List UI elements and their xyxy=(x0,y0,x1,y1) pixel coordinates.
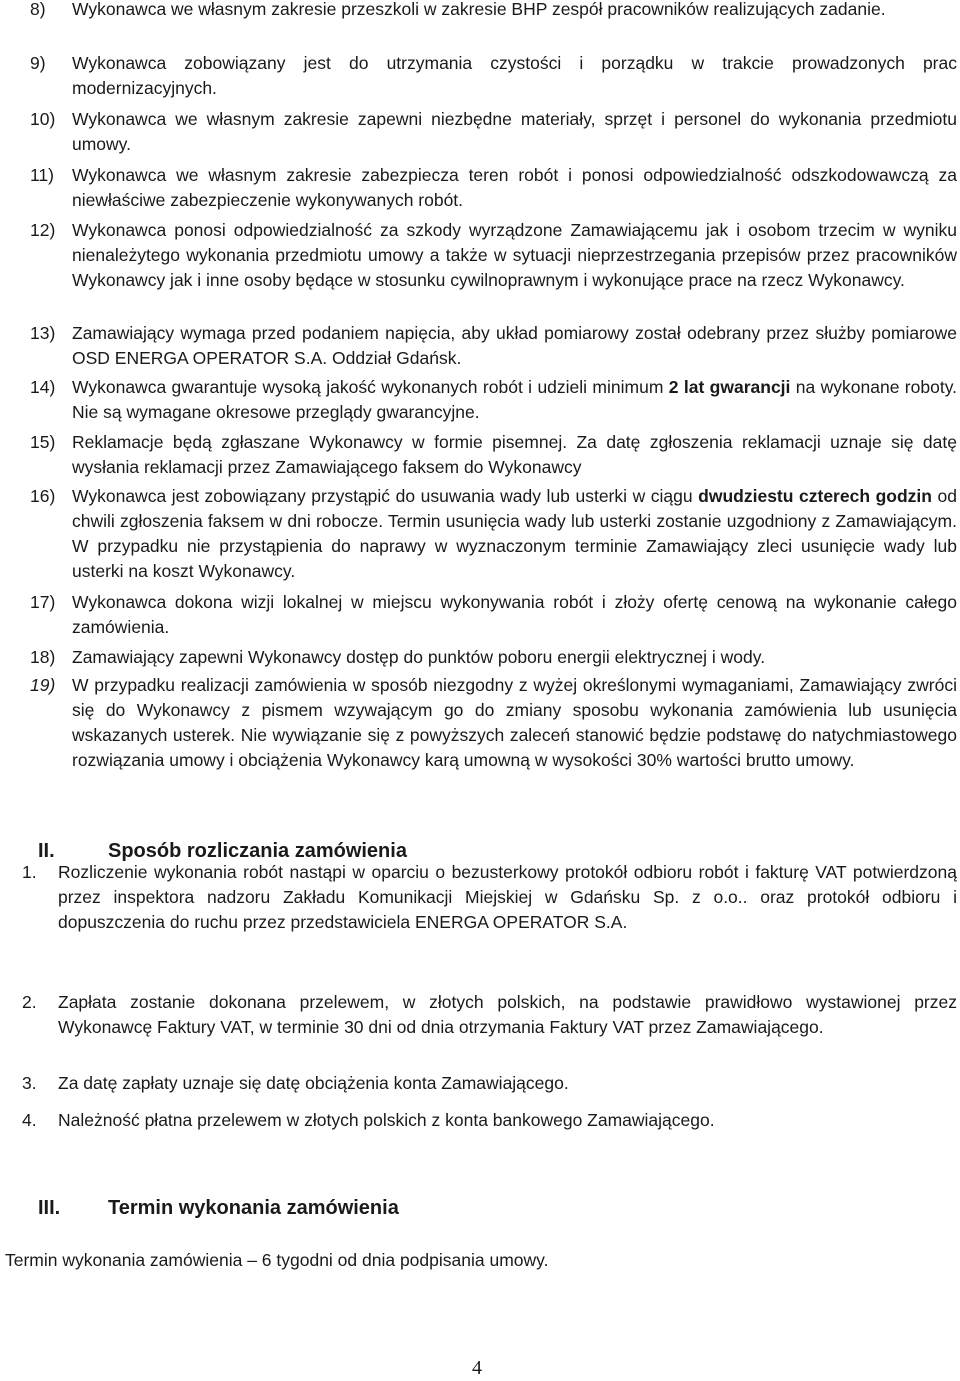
item-number: 16) xyxy=(30,486,56,506)
section-title: Termin wykonania zamówienia xyxy=(108,1197,399,1219)
item-text: Należność płatna przelewem w złotych polskich z konta bankowego Zamawiającego. xyxy=(58,1110,715,1130)
deadline-emphasis: dwudziestu czterech godzin xyxy=(698,486,932,506)
item-text: Za datę zapłaty uznaje się datę obciążenia konta Zamawiającego. xyxy=(58,1073,569,1093)
list-item xyxy=(30,590,957,640)
item-number: 13) xyxy=(30,323,56,343)
item-number: 15) xyxy=(30,432,56,452)
item-number: 4. xyxy=(22,1110,37,1130)
item-number: 1. xyxy=(22,862,37,882)
item-text: Wykonawca dokona wizji lokalnej w miejscu wykonywania robót i złoży ofertę cenową na wykonanie całego zamówienia. xyxy=(72,592,957,637)
list-item xyxy=(30,163,957,213)
list-item xyxy=(30,673,957,773)
item-number: 2. xyxy=(22,992,37,1012)
item-text: Rozliczenie wykonania robót nastąpi w oparciu o bezusterkowy protokół odbioru robót i fakturę VAT potwierdzoną przez inspektora nadzoru Zakładu Komunikacji Miejskiej w Gdańsku Sp. z o.o.. oraz protokół odbioru i dopuszczenia do ruchu przez przedstawiciela ENERGA OPERATOR S.A. xyxy=(58,862,957,932)
item-text-part: od chwili zgłoszenia faksem w dni robocze. Termin usunięcia wady lub usterki zostanie uzgodniony z Zamawiającym. W przypadku nie przystąpienia do naprawy w wyznaczonym terminie Zamawiający zleci usunięcie wady lub usterki na koszt Wykonawcy. xyxy=(72,486,957,581)
list-item xyxy=(30,645,957,670)
item-number: 18) xyxy=(30,647,56,667)
item-text-part: Wykonawca gwarantuje wysoką jakość wykonanych robót i udzieli minimum xyxy=(72,377,669,397)
list-item xyxy=(22,1071,957,1096)
item-text: Zamawiający wymaga przed podaniem napięcia, aby układ pomiarowy został odebrany przez służby pomiarowe OSD ENERGA OPERATOR S.A. Oddział Gdańsk. xyxy=(72,323,957,368)
item-text: Zamawiający zapewni Wykonawcy dostęp do punktów poboru energii elektrycznej i wody. xyxy=(72,647,766,667)
item-number: 17) xyxy=(30,592,56,612)
list-item xyxy=(30,321,957,371)
item-text: Reklamacje będą zgłaszane Wykonawcy w formie pisemnej. Za datę zgłoszenia reklamacji uznaje się datę wysłania reklamacji przez Zamawiającego faksem do Wykonawcy xyxy=(72,432,957,477)
item-number: 9) xyxy=(30,53,46,73)
list-item xyxy=(30,484,957,584)
paragraph: Termin wykonania zamówienia – 6 tygodni od dnia podpisania umowy. xyxy=(5,1250,549,1270)
item-text-part: Wykonawca jest zobowiązany przystąpić do usuwania wady lub usterki w ciągu xyxy=(72,486,699,506)
list-item xyxy=(22,1108,957,1133)
item-text: Zapłata zostanie dokonana przelewem, w złotych polskich, na podstawie prawidłowo wystawionej przez Wykonawcę Faktury VAT, w terminie 30 dni od dnia otrzymania Faktury VAT przez Zamawiającego. xyxy=(58,992,957,1037)
list-item xyxy=(30,430,957,480)
warranty-emphasis: 2 lat gwarancji xyxy=(668,377,791,397)
list-item xyxy=(30,107,957,157)
item-number: 10) xyxy=(30,109,56,129)
list-item xyxy=(30,0,957,22)
item-text: Wykonawca we własnym zakresie zabezpiecza teren robót i ponosi odpowiedzialność odszkodowawczą za niewłaściwe zabezpieczenie wykonywanych robót. xyxy=(72,165,957,210)
item-text: Wykonawca we własnym zakresie przeszkoli w zakresie BHP zespół pracowników realizujących zadanie. xyxy=(72,0,886,19)
item-text xyxy=(72,484,957,584)
item-number: 11) xyxy=(30,165,54,185)
section-number: III. xyxy=(38,1197,61,1219)
item-number: 3. xyxy=(22,1073,37,1093)
item-text: Wykonawca zobowiązany jest do utrzymania czystości i porządku w trakcie prowadzonych prac modernizacyjnych. xyxy=(72,53,957,98)
list-item xyxy=(22,860,957,935)
page-number: 4 xyxy=(472,1357,482,1379)
item-number: 8) xyxy=(30,0,46,19)
list-item xyxy=(30,218,957,293)
section-title: Sposób rozliczania zamówienia xyxy=(108,840,407,862)
section-number: II. xyxy=(38,840,55,862)
item-number: 14) xyxy=(30,377,56,397)
list-item xyxy=(30,375,957,425)
list-item xyxy=(30,51,957,101)
item-text-part: na wykonane roboty. Nie są wymagane okresowe przeglądy gwarancyjne. xyxy=(72,377,958,422)
section-heading xyxy=(38,1196,399,1221)
list-item xyxy=(22,990,957,1040)
item-number: 19) xyxy=(30,675,56,695)
item-text: W przypadku realizacji zamówienia w sposób niezgodny z wyżej określonymi wymaganiami, Zamawiający zwróci się do Wykonawcy z pismem wzywającym go do zmiany sposobu wykonania zamówienia lub usunięcia wskazanych usterek. Nie wywiązanie się z powyższych zaleceń stanowić będzie podstawę do natychmiastowego rozwiązania umowy i obciążenia Wykonawcy karą umowną w wysokości 30% wartości brutto umowy. xyxy=(72,675,957,770)
item-text xyxy=(72,375,957,425)
item-text: Wykonawca we własnym zakresie zapewni niezbędne materiały, sprzęt i personel do wykonania przedmiotu umowy. xyxy=(72,109,957,154)
item-text: Wykonawca ponosi odpowiedzialność za szkody wyrządzone Zamawiającemu jak i osobom trzecim w wyniku nienależytego wykonania przedmiotu umowy a także w sytuacji nieprzestrzegania przepisów przez pracowników Wykonawcy jak i inne osoby będące w stosunku cywilnoprawnym i wykonujące prace na rzecz Wykonawcy. xyxy=(72,220,957,290)
item-number: 12) xyxy=(30,220,56,240)
